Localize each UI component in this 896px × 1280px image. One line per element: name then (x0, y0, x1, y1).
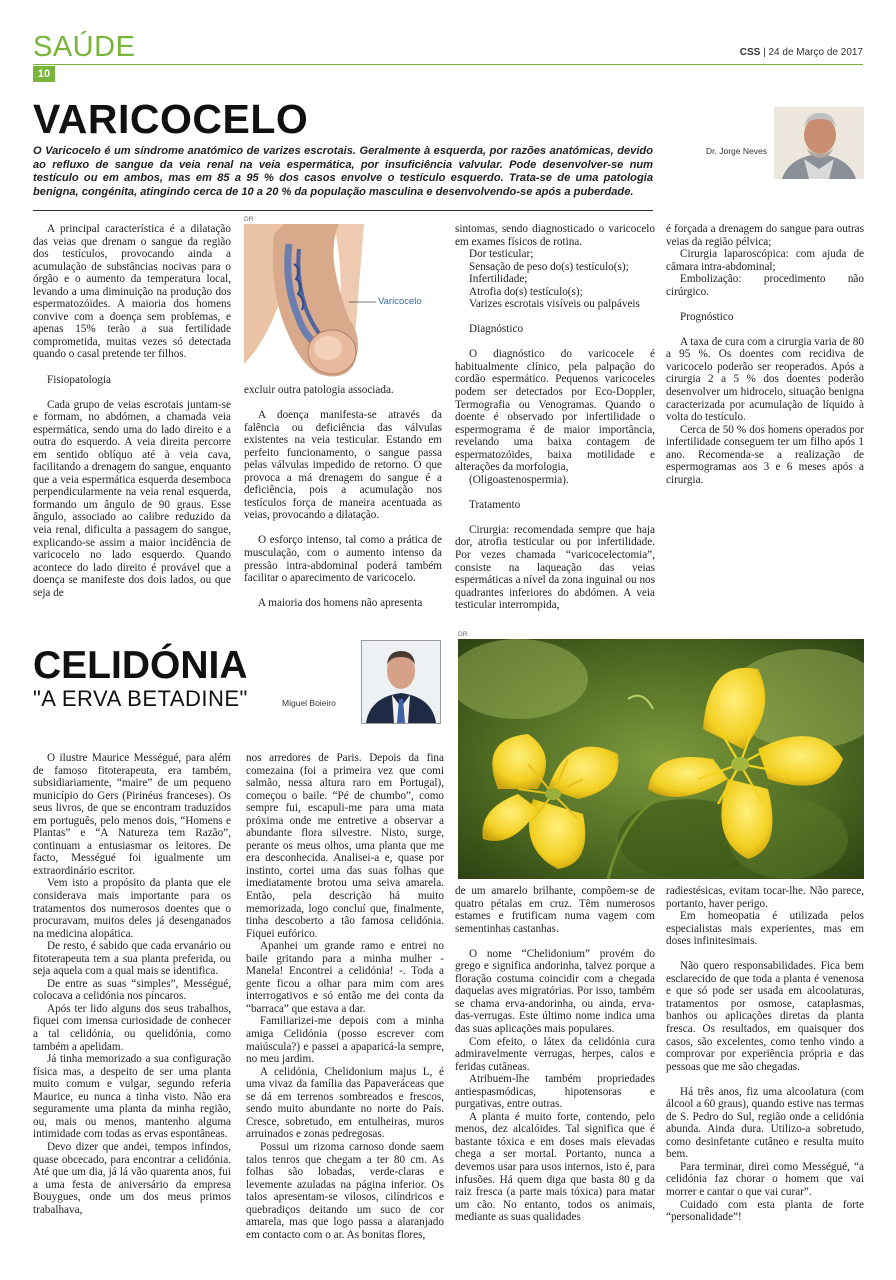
header-divider (33, 64, 863, 65)
article2-author: Miguel Boieiro (282, 698, 336, 708)
paragraph: Vem isto a propósito da planta que ele considerava mais importante para os tratamentos dos numerosos doentes que o procuravam, muitos deles já desenganados na medicina alopática. (33, 877, 231, 940)
subheading-tratamento: Tratamento (469, 498, 521, 511)
portrait-illustration-icon (362, 641, 440, 723)
paragraph: A taxa de cura com a cirurgia varia de 80 a 95 %. Os doentes com recidiva de varicocelo poderão ser reoperados. Após a cirurgia 2 a 5 % dos doentes poderão desenvolver um hidrocelo, situação benigna caracterizada por acumulação de líquido à volta do testículo. (666, 335, 864, 424)
illustration-label: Varicocelo (378, 296, 422, 307)
author-photo-jorge-neves (774, 107, 864, 179)
article1-title: VARICOCELO (33, 96, 309, 142)
paragraph: Após ter lido alguns dos seus trabalhos, fiquei com imensa curiosidade de conhecer a tal celidónia, ou quelidónia, como também a apelidam. (33, 1002, 231, 1053)
paragraph: (Oligoastenospermia). (469, 473, 569, 486)
paragraph: Cirurgia laparoscópica: com ajuda de câmara intra-abdominal; (666, 248, 864, 273)
paragraph: nos arredores de Paris. Depois da fina comezaina (foi a primeira vez que comi salmão, nessa altura raro em Portugal), começou o baile. “Pé de chumbo”, como sempre fui, escapuli-me para uma mata próxima onde me entretive a observar a abundante flora silvestre. Nisto, surge, perante os meus olhos, uma planta que me era desconhecida. Analisei-a e, quase por instinto, cortei uma das suas folhas que imediatamente brotou uma seiva amarela. Então, pela descrição há muito memorizada, logo concluí que, finalmente, tinha descoberto a tão famosa celidónia. Fiquei eufórico. (246, 752, 444, 940)
paragraph: O ilustre Maurice Mességué, para além de famoso fitoterapeuta, era também, subsidiariamente, “maire” de um pequeno município do Gers (Pirinéus franceses). Os seus livros, de que se encontram traduzidos em português, pelo menos dois, “Homens e Plantas” e “A Natureza tem Razão”, continuam a entusiasmar os leitores. De facto, Mességué foi igualmente um extraordinário escritor. (33, 752, 231, 877)
image-credit: DR (458, 631, 468, 638)
article2-column-3 (455, 885, 655, 1224)
paragraph: Cerca de 50 % dos homens operados por infertilidade conseguem ter um filho após 1 ano. Recomenda-se a realização de espermogramas aos 3 e 6 meses após a cirurgia. (666, 423, 864, 486)
paragraph: De resto, é sabido que cada ervanário ou fitoterapeuta tem a sua planta preferida, ou seja aquela com a qual mais se identifica. (33, 940, 231, 978)
paragraph: O esforço intenso, tal como a prática de musculação, com o aumento intenso da pressão intra-abdominal poderá também facilitar o aparecimento de varicocelo. (244, 534, 442, 585)
paragraph: Já tinha memorizado a sua configuração física mas, a despeito de ser uma planta muito comum e vulgar, segundo referia Maurice, eu nunca a tinha visto. Não era seguramente uma planta da minha região, ou, mais ou menos, mantenho alguma intimidade com todas as ervas espontâneas. (33, 1053, 231, 1141)
article1-column-4 (666, 223, 864, 486)
varicocele-illustration (244, 224, 440, 384)
article2-title: CELIDÓNIA (33, 644, 248, 687)
page-number: 10 (33, 66, 55, 82)
paragraph: Devo dizer que andei, tempos infindos, quase obcecado, para encontrar a celidónia. Até que um dia, já lá vão quarenta anos, fui a uma festa de aniversário da empresa Bouygues, onde um dos meus primos trabalhava, (33, 1140, 231, 1216)
paragraph: O nome “Chelidonium” provém do grego e significa andorinha, talvez porque a floração costuma coincidir com a chegada daquelas aves migratórias. Por isso, também se chama erva-andorinha, ou ainda, erva-das-verrugas. Este último nome indica uma das suas aplicações mais populares. (455, 947, 655, 1035)
symptom-item: Infertilidade; (469, 273, 528, 286)
paragraph: Familiarizei-me depois com a minha amiga Celidónia (posso escrever com maiúscula?) e passei a apaparicá-la sempre, no meu jardim. (246, 1015, 444, 1066)
portrait-illustration-icon (774, 107, 864, 179)
paragraph: Atribuem-lhe também propriedades antiespasmódicas, hipotensoras e purgativas, entre outras. (455, 1073, 655, 1111)
subheading-diagnostico: Diagnóstico (469, 323, 524, 336)
paragraph: De entre as suas “simples”, Mességué, colocava a celidónia nos píncaros. (33, 977, 231, 1003)
paragraph: O diagnóstico do varicocele é habitualmente clínico, pela palpação do cordão espermático. Pequenos varicoceles podem ser detectados por Eco-Doppler, Termografia ou Venogramas. Quando o doente é observado por infertilidade o espermograma é de maior importância, revelando uma baixa contagem de espermatozóides, baixa motilidade e alterações da morfologia, (455, 348, 655, 474)
subheading-fisiopatologia: Fisiopatologia (47, 373, 112, 386)
paragraph: Para terminar, direi como Mességué, “a celidónia faz chorar o homem que vai morrer e cantar o que vai curar”. (666, 1160, 864, 1199)
article1-author: Dr. Jorge Neves (706, 146, 767, 156)
celandine-flower-photo (458, 639, 864, 879)
paragraph: excluir outra patologia associada. (244, 384, 394, 396)
article2-subtitle: "A ERVA BETADINE" (33, 686, 248, 711)
section-title: SAÚDE (33, 31, 136, 63)
yellow-flower-illustration-icon (458, 639, 864, 879)
paragraph: Apanhei um grande ramo e entrei no baile gritando para a minha mulher - Manela! Encontrei a celidónia! -. Toda a gente ficou a olhar para mim com ares interrogativos e só então me dei conta da “barraca” que estava a dar. (246, 940, 444, 1015)
paragraph: Possui um rizoma carnoso donde saem talos tenros que chegam a ter 80 cm. As folhas são lobadas, verde-claras e levemente azuladas na página inferior. Os talos apresentam-se vilosos, cilíndricos e quebradiços deitando um suco de cor amarela, mas que logo passa a alaranjado em contacto com o ar. As bonitas flores, (246, 1140, 444, 1241)
paragraph: de um amarelo brilhante, compõem-se de quatro pétalas em cruz. Têm numerosos estames e frutificam numa vagem com sementinhas castanhas. (455, 885, 655, 935)
paragraph: sintomas, sendo diagnosticado o varicocelo em exames físicos de rotina. (455, 223, 655, 248)
article1-column-1 (33, 223, 231, 599)
symptom-item: Varizes escrotais visíveis ou palpáveis (469, 298, 640, 311)
paragraph: Cada grupo de veias escrotais juntam-se e formam, no abdómen, a chamada veia espermática, sendo uma do lado direito e a outra do esquerdo. A veia direita percorre em sentido oblíquo até à veia cava, facilitando a drenagem do sangue, enquanto que a veia espermática esquerda desemboca perpendicularmente na veia renal esquerda, formando um ângulo de 90 graus. Esse ângulo, associado ao calibre reduzido da veia renal, dificulta a passagem do sangue, explicando-se assim a maior incidência de varicocelo no lado esquerdo. Quando acontece do lado direito é provável que a doença se manifeste dos dois lados, ou que seja de (33, 398, 231, 599)
issue-date: | 24 de Março de 2017 (763, 47, 863, 58)
paragraph: A celidónia, Chelidonium majus L, é uma vivaz da família das Papaveráceas que se dá em terrenos sombreados e frescos, sendo muito abundante no norte do País. Cresce, sobretudo, em entulheiras, muros arruinados e zonas pedregosas. (246, 1065, 444, 1141)
article2-column-2 (246, 752, 444, 1241)
paragraph: Cirurgia: recomendada sempre que haja dor, atrofia testicular ou por infertilidade. Por vezes chamada “varicocelectomia”, consiste na laqueação das veias espermáticas a nível da zona inguinal ou nos quadrantes inferiores do abdómen. A veia testicular interrompida, (455, 523, 655, 612)
paragraph: A planta é muito forte, contendo, pelo menos, dez alcalóides. Tal significa que é bastante tóxica e em doses mais elevadas chega a ser mortal. Portanto, nunca a devemos usar para usos internos, isto é, para infusões. Há quem diga que basta 80 g da raiz fresca (a parte mais tóxica) para matar um cão. No entanto, todos os animais, mediante as suas qualidades (455, 1110, 655, 1224)
article1-column-2 (244, 384, 442, 610)
paragraph: A doença manifesta-se através da falência ou deficiência das válvulas existentes na veia testicular. Estando em perfeito funcionamento, o sangue passa pelas válvulas impedido de retorno. O que provoca a má drenagem do sangue é a deficiência, pois a acumulação nos testículos força de maneira acentuada as veias, provocando a dilatação. (244, 409, 442, 522)
paragraph: Em homeopatia é utilizada pelos especialistas mais experientes, mas em doses infinitesimais. (666, 910, 864, 948)
paragraph: radiestésicas, evitam tocar-lhe. Não parece, portanto, haver perigo. (666, 885, 864, 910)
paragraph: é forçada a drenagem do sangue para outras veias da região pélvica; (666, 223, 864, 248)
article2-column-1 (33, 752, 231, 1216)
author-photo-miguel-boieiro (361, 640, 441, 724)
issue-info (740, 47, 863, 58)
article1-lead: O Varicocelo é um síndrome anatómico de varizes escrotais. Geralmente à esquerda, por razões anatómicas, devido ao refluxo de sangue da veia renal na veia espermática, por insuficiência valvular. Pode desenvolver-se num testículo ou em ambos, mas em 85 a 95 % dos casos envolve o testículo esquerdo. Trata-se de uma patologia benigna, congénita, atingindo cerca de 10 a 20 % da população masculina e desenvolvendo-se após a puberdade. (33, 145, 653, 198)
paragraph: Cuidado com esta planta de forte “personalidade”! (666, 1198, 864, 1224)
article2-column-4 (666, 885, 864, 1224)
article1-column-3 (455, 223, 655, 612)
paragraph: Há três anos, fiz uma alcoolatura (com álcool a 60 graus), quando estive nas termas de S. Pedro do Sul, região onde a celidónia abunda. Ainda dura. Utilizo-a sobretudo, como desinfetante cutâneo e resulta muito bem. (666, 1085, 864, 1161)
paragraph: Com efeito, o látex da celidónia cura admiravelmente verrugas, herpes, calos e feridas cutâneas. (455, 1035, 655, 1073)
symptom-item: Sensação de peso do(s) testículo(s); (469, 260, 629, 273)
article1-lead-rule (33, 210, 653, 211)
paragraph: A principal característica é a dilatação das veias que drenam o sangue da região dos testículos, provocando ainda a acumulação de substâncias nocivas para o órgão e o aumento da temperatura local, levando a uma diminuição na produção dos espermatozóides. A maioria dos homens convive com a doença sem problemas, e apenas 15% terão a sua fertilidade comprometida, muitas vezes só detectada quando o casal pretende ter filhos. (33, 223, 231, 361)
paragraph: Não quero responsabilidades. Fica bem esclarecido de que toda a planta é venenosa e que só pode ser usada em alcoolaturas, tratamentos por osmose, cataplasmas, banhos ou aplicações diretas da planta fresca. Os resultados, em quaisquer dos casos, são excelentes, como tenho vindo a comprovar por experiência própria e das pessoas que me são chegadas. (666, 960, 864, 1073)
paragraph: Embolização: procedimento não cirúrgico. (666, 273, 864, 298)
publication-name: CSS (739, 47, 761, 58)
subheading-prognostico: Prognóstico (680, 310, 734, 323)
symptom-item: Atrofia do(s) testículo(s); (469, 285, 583, 298)
symptom-item: Dor testicular; (469, 248, 534, 261)
paragraph: A maioria dos homens não apresenta (258, 597, 423, 610)
image-credit: DR (244, 216, 254, 223)
